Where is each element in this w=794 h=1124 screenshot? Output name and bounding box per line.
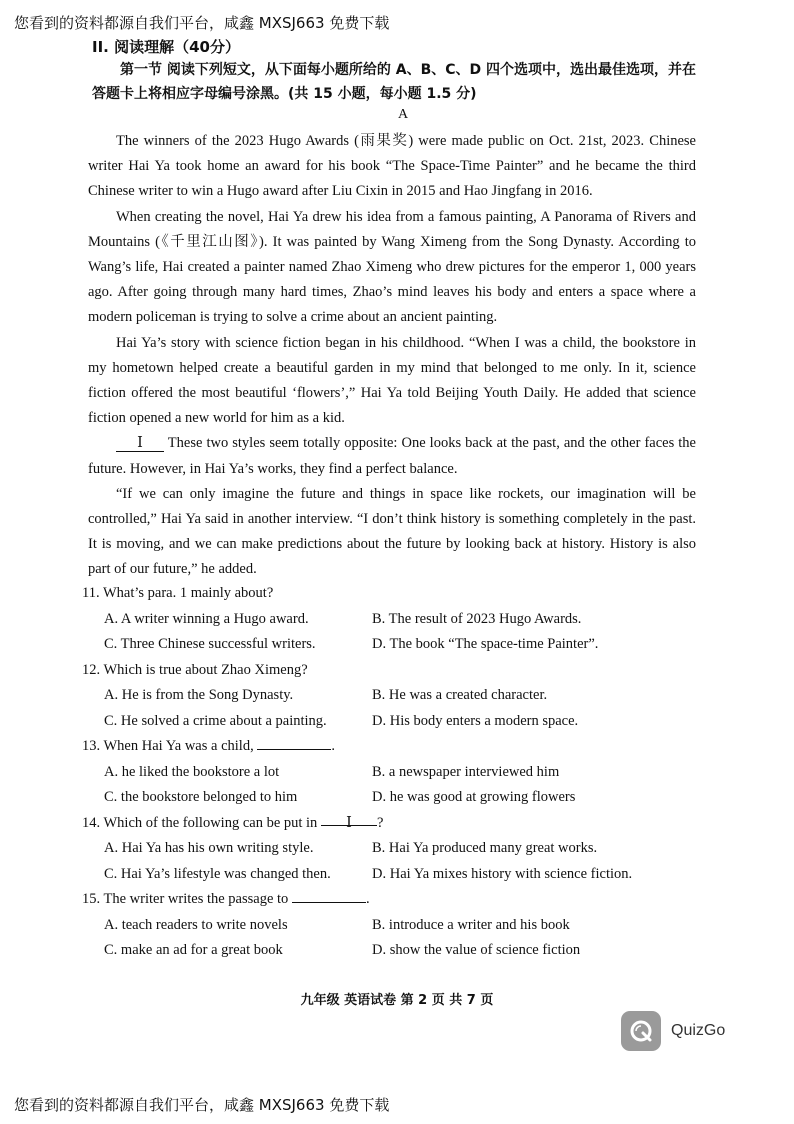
option-row	[82, 607, 612, 633]
quizgo-logo-icon	[621, 1011, 661, 1051]
option-c[interactable]: C. make an ad for a great book	[104, 942, 283, 958]
section-title: II. 阅读理解（40分）	[92, 38, 240, 56]
page-footer: 九年级 英语试卷 第 2 页 共 7 页	[300, 993, 494, 1008]
passage-paragraph-2: When creating the novel, Hai Ya drew his idea from a famous painting, A Panorama of Rivers and Mountains (《千里江山图》). It was painted by Wang Ximeng from the Song Dynasty. According to Wang’s life, Hai created a painter named Zhao Ximeng who drew pictures for the emperor 1, 000 years ago. After going through many hard times, Zhao’s mind leaves his body and enters a space where a modern policeman is trying to solve a crime about an ancient painting.	[88, 208, 696, 326]
option-d[interactable]: D. His body enters a modern space.	[372, 712, 579, 729]
quizgo-logo	[621, 1011, 725, 1051]
option-b[interactable]: B. a newspaper interviewed him	[372, 763, 560, 780]
option-row	[82, 632, 612, 658]
option-a[interactable]: A. teach readers to write novels	[104, 916, 288, 933]
question-suffix: .	[365, 891, 370, 907]
banner-top: 您看到的资料都源自我们平台，咸鑫 MXSJ663 免费下载	[14, 14, 390, 32]
option-c[interactable]: C. Three Chinese successful writers.	[104, 636, 316, 652]
answer-blank	[257, 735, 331, 750]
option-a[interactable]: A. Hai Ya has his own writing style.	[104, 840, 314, 856]
question-stem	[82, 658, 612, 684]
passage-blank: Ⅰ	[116, 435, 164, 452]
option-b[interactable]: B. Hai Ya produced many great works.	[372, 840, 598, 856]
answer-blank: Ⅰ	[321, 811, 377, 826]
reading-passage	[88, 129, 696, 583]
option-c[interactable]: C. He solved a crime about a painting.	[104, 712, 327, 729]
option-c[interactable]: C. Hai Ya’s lifestyle was changed then.	[104, 865, 331, 882]
option-a[interactable]: A. A writer winning a Hugo award.	[104, 610, 309, 627]
quizgo-logo-text: QuizGo	[671, 1022, 726, 1039]
passage-paragraph-1: The winners of the 2023 Hugo Awards (雨果奖) were made public on Oct. 21st, 2023. Chinese writer Hai Ya took home an award for his book “The Space-Time Painter” and he became the third Chinese writer to win a Hugo award after Liu Cixin in 2015 and Hao Jingfang in 2016.	[88, 133, 696, 200]
option-d[interactable]: D. show the value of science fiction	[372, 942, 581, 958]
option-b[interactable]: B. He was a created character.	[372, 687, 548, 703]
option-d[interactable]: D. Hai Ya mixes history with science fiction.	[372, 865, 633, 882]
option-row	[82, 913, 612, 939]
question-stem	[82, 734, 612, 760]
passage-paragraph-5: “If we can only imagine the future and things in space like rockets, our imagination will be controlled,” Hai Ya said in another interview. “I don’t think history is something completely in the past. It is moving, and we can make predictions about the future by looking back at history. History is also part of our future,” he added.	[88, 485, 696, 578]
passage-paragraph-4	[88, 431, 696, 481]
passage-paragraph-3: Hai Ya’s story with science fiction began in his childhood. “When I was a child, the bookstore in my hometown helped create a beautiful garden in my mind that belonged to me only. In it, science fiction offered the most beautiful ‘flowers’,” Hai Ya told Beijing Youth Daily. He added that science fiction opened a new world for him as a kid.	[88, 334, 696, 427]
section-instruction: 第一节 阅读下列短文，从下面每小题所给的 A、B、C、D 四个选项中，选出最佳选项，并在答题卡上将相应字母编号涂黑。(共 15 小题，每小题 1.5 分)	[92, 62, 697, 102]
question-text: 12. Which is true about Zhao Ximeng?	[82, 661, 308, 678]
question-stem	[82, 811, 612, 837]
option-b[interactable]: B. introduce a writer and his book	[372, 916, 570, 933]
question-text: 13. When Hai Ya was a child,	[82, 738, 254, 754]
passage-paragraph-4-text: These two styles seem totally opposite: One looks back at the past, and the other faces the future. However, in Hai Ya’s works, they find a perfect balance.	[88, 435, 696, 477]
option-d[interactable]: D. he was good at growing flowers	[372, 789, 576, 805]
question-text: 15. The writer writes the passage to	[82, 891, 289, 907]
option-c[interactable]: C. the bookstore belonged to him	[104, 789, 298, 805]
option-b[interactable]: B. The result of 2023 Hugo Awards.	[372, 610, 582, 627]
question-stem	[82, 581, 612, 607]
option-row	[82, 836, 612, 862]
option-row	[82, 683, 612, 709]
question-stem	[82, 887, 612, 913]
option-row	[82, 862, 633, 888]
question-text: 11. What’s para. 1 mainly about?	[82, 585, 274, 601]
question-list	[82, 581, 633, 964]
option-a[interactable]: A. He is from the Song Dynasty.	[104, 687, 294, 703]
passage-letter: A	[398, 107, 409, 122]
question-suffix: ?	[376, 814, 384, 831]
answer-blank	[292, 888, 366, 903]
option-row	[82, 938, 612, 964]
question-suffix: .	[331, 738, 335, 754]
banner-bottom: 您看到的资料都源自我们平台，咸鑫 MXSJ663 免费下载	[14, 1096, 390, 1114]
option-row	[82, 709, 612, 735]
question-text: 14. Which of the following can be put in	[82, 814, 318, 831]
option-row	[82, 760, 612, 786]
option-row	[82, 785, 612, 811]
option-a[interactable]: A. he liked the bookstore a lot	[104, 763, 280, 780]
option-d[interactable]: D. The book “The space-time Painter”.	[372, 636, 599, 652]
